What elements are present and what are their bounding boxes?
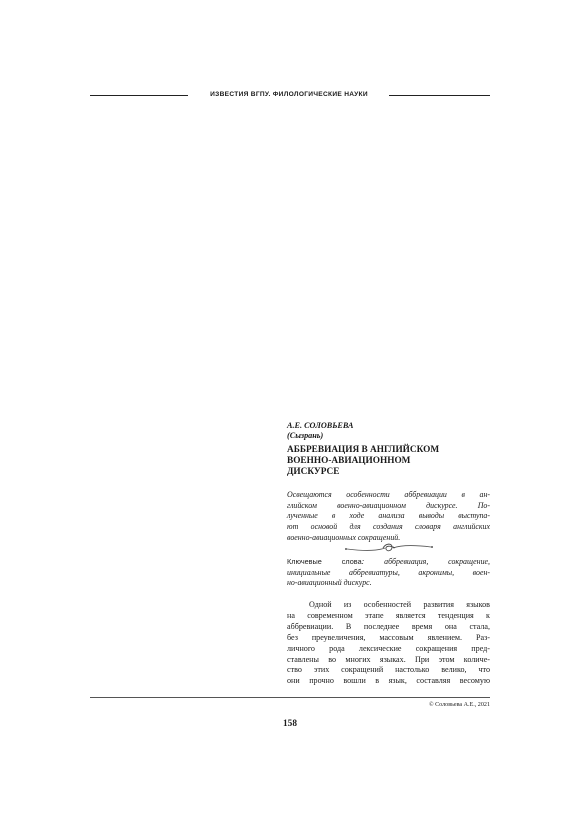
- body-line: они прочно вошли в язык, составляя весомую: [287, 676, 490, 686]
- body-line: аббревиации. В последнее время она стала,: [287, 621, 490, 631]
- keywords-line: инициальные аббревиатуры, акронимы, воен-: [287, 567, 490, 577]
- body-line: на современном этапе является тенденция к: [287, 610, 490, 620]
- abstract-line: военно-авиационных сокращений.: [287, 532, 401, 542]
- keywords: [287, 557, 490, 589]
- page-number: 158: [283, 719, 297, 729]
- body-text: [287, 600, 490, 687]
- body-line: Одной из особенностей развития языков: [309, 600, 490, 609]
- abstract: [287, 490, 490, 544]
- running-title: ИЗВЕСТИЯ ВГПУ. ФИЛОЛОГИЧЕСКИЕ НАУКИ: [210, 91, 368, 98]
- title-line: ДИСКУРСЕ: [287, 467, 340, 477]
- header-rule-right: [389, 95, 490, 96]
- keywords-label: Ключевые слова: [287, 557, 362, 566]
- keywords-line: [287, 557, 490, 568]
- abstract-line: лученные в ходе анализа выводы выступа-: [287, 511, 490, 521]
- body-line: ставлены во многих языках. При этом количе-: [287, 654, 490, 664]
- abstract-line: глийском военно-авиационном дискурсе. По-: [287, 500, 490, 510]
- author-block: [287, 421, 490, 441]
- author-name: А.Е. СОЛОВЬЕВА: [287, 421, 354, 430]
- flourish-ornament-icon: [343, 542, 435, 554]
- body-line: ство этих сокращений настолько велико, что: [287, 665, 490, 675]
- keywords-text: : аббревиация, сокращение,: [361, 557, 490, 566]
- article-title: [287, 445, 490, 478]
- author-city: (Сызрань): [287, 431, 324, 440]
- abstract-line: Освещаются особенности аббревиации в ан-: [287, 490, 490, 499]
- body-line: без преувеличения, массовым явлением. Раз-: [287, 632, 490, 642]
- body-line: личного рода лексические сокращения пред-: [287, 643, 490, 653]
- footnote-rule: [90, 697, 490, 698]
- title-line: АББРЕВИАЦИЯ В АНГЛИЙСКОМ: [287, 445, 440, 455]
- abstract-line: ют основой для создания словаря английских: [287, 522, 490, 532]
- keywords-line: но-авиационный дискурс.: [287, 578, 372, 588]
- title-line: ВОЕННО-АВИАЦИОННОМ: [287, 456, 411, 466]
- header-rule-left: [90, 95, 188, 96]
- copyright-note: © Соловьева А.Е., 2021: [428, 702, 490, 708]
